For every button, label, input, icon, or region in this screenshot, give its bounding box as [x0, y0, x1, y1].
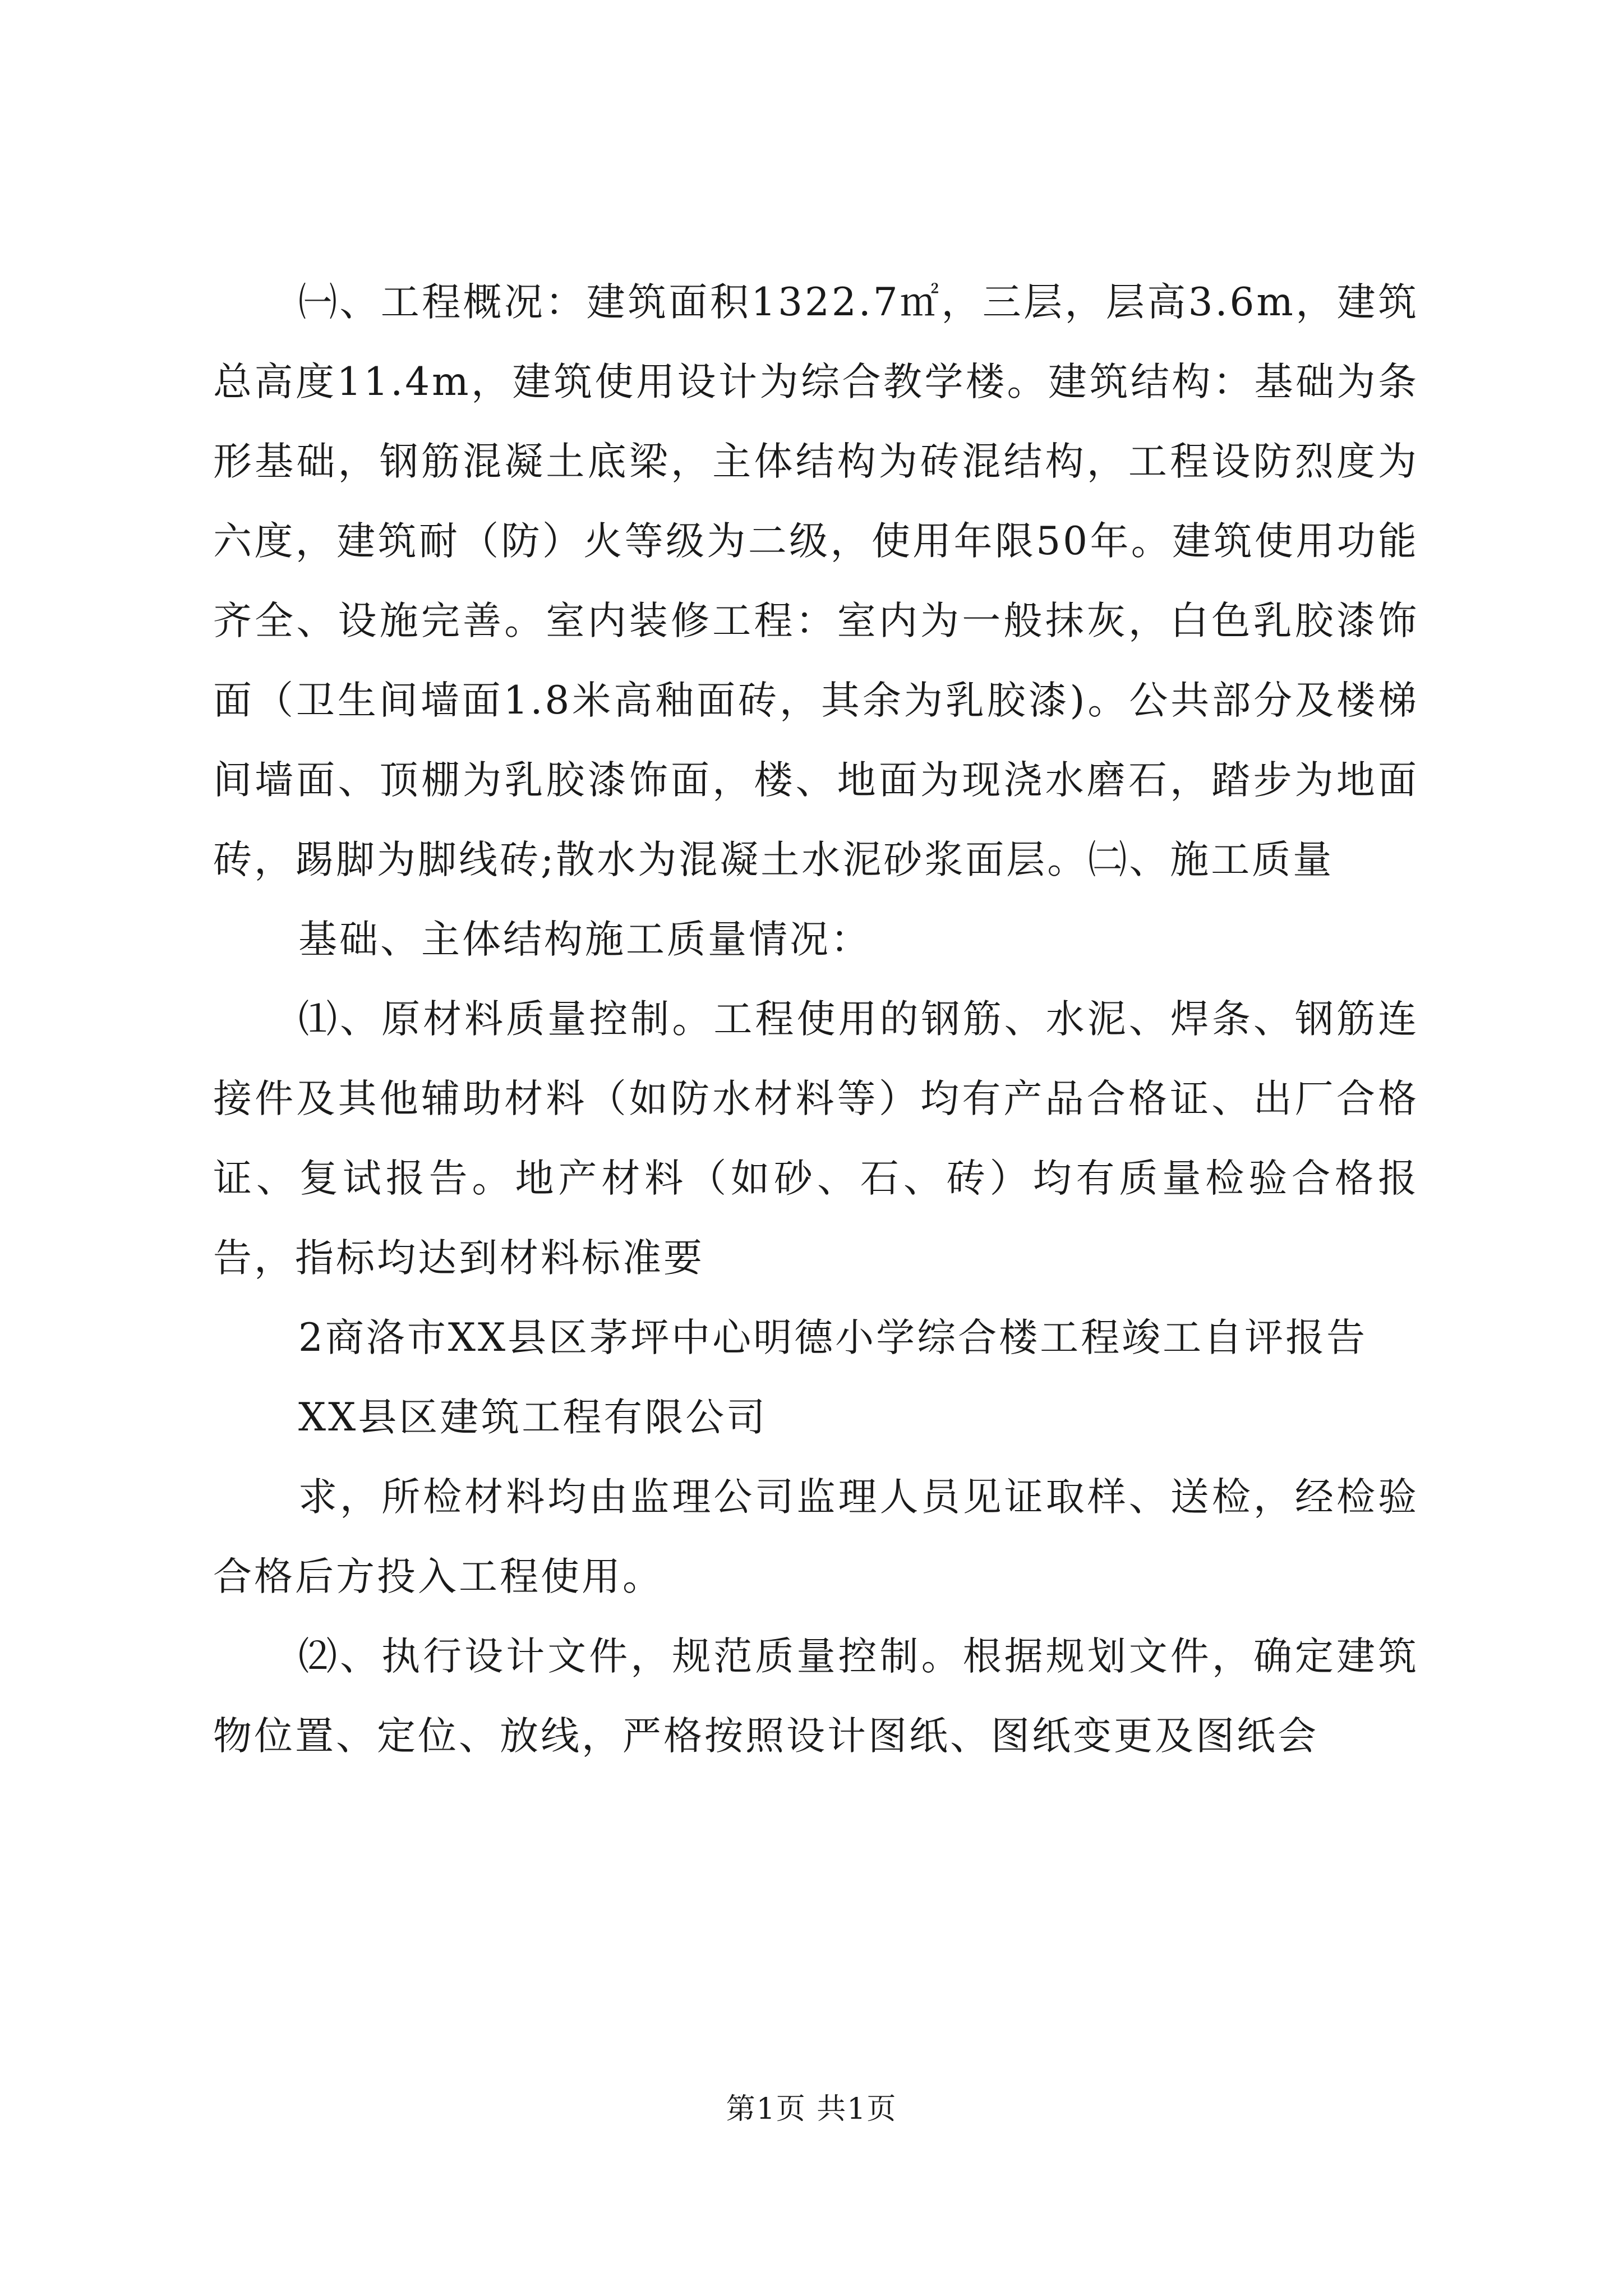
paragraph-construction-quality-heading: 基础、主体结构施工质量情况： — [298, 917, 872, 962]
paragraph-report-title: 2商洛市XX县区茅坪中心明德小学综合楼工程竣工自评报告 — [298, 1315, 1368, 1360]
paragraph-material-inspection: 求，所检材料均由监理公司监理人员见证取样、送检，经检验合格后方投入工程使用。 — [213, 1475, 1419, 1599]
paragraph-design-execution: ⑵、执行设计文件，规范质量控制。根据规划文件，确定建筑物位置、定位、放线，严格按照设计图纸、图纸变更及图纸会 — [213, 1634, 1419, 1759]
paragraph-raw-material-control: ⑴、原材料质量控制。工程使用的钢筋、水泥、焊条、钢筋连接件及其他辅助材料（如防水材料等）均有产品合格证、出厂合格证、复试报告。地产材料（如砂、石、砖）均有质量检验合格报告，指标均达到材料标准要 — [213, 997, 1419, 1281]
document-body — [213, 263, 1419, 1776]
paragraph-project-overview: ㈠、工程概况：建筑面积1322.7㎡，三层，层高3.6m，建筑总高度11.4m，建筑使用设计为综合教学楼。建筑结构：基础为条形基础，钢筋混凝土底梁，主体结构为砖混结构，工程设防烈度为六度，建筑耐（防）火等级为二级，使用年限50年。建筑使用功能齐全、设施完善。室内装修工程：室内为一般抹灰，白色乳胶漆饰面（卫生间墙面1.8米高釉面砖，其余为乳胶漆)。公共部分及楼梯间墙面、顶棚为乳胶漆饰面，楼、地面为现浇水磨石，踏步为地面砖，踢脚为脚线砖;散水为混凝土水泥砂浆面层。㈡、施工质量 — [213, 280, 1419, 882]
page-number-footer: 第1页 共1页 — [726, 2092, 897, 2126]
paragraph-company-name: XX县区建筑工程有限公司 — [298, 1395, 768, 1440]
